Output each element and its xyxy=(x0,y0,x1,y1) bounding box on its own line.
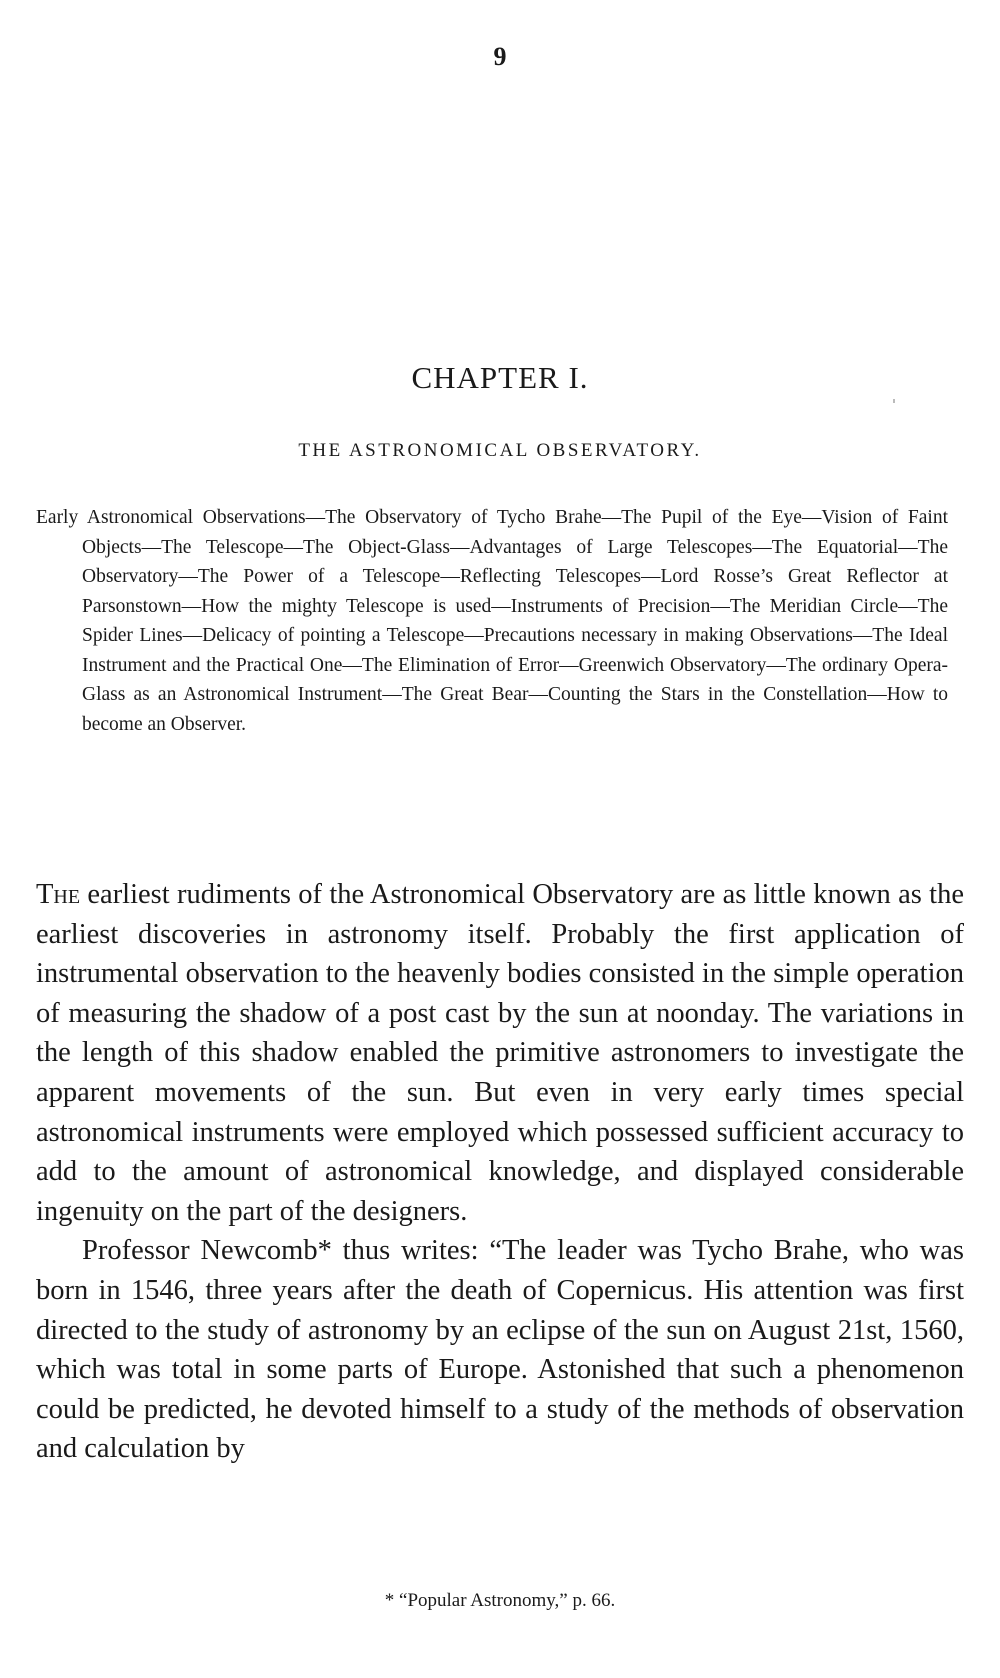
chapter-subtitle: THE ASTRONOMICAL OBSERVATORY. xyxy=(298,440,702,461)
lead-word: The xyxy=(36,879,81,910)
paragraph-1 xyxy=(36,875,964,1231)
page-number: 9 xyxy=(493,42,507,71)
paragraph-1-text: earliest rudiments of the Astronomical Observatory are as little known as the earliest discoveries in astronomy itself. Probably the first application of instrumental observation to the heavenly bodies consisted in the simple operation of measuring the shadow of a post cast by the sun at noonday. The variations in the length of this shadow enabled the primitive astronomers to investigate the apparent movements of the sun. But even in very early times special astronomical instruments were employed which possessed sufficient accuracy to add to the amount of astronomical knowledge, and displayed considerable ingenuity on the part of the designers. xyxy=(36,879,964,1227)
body-text xyxy=(36,875,964,1469)
footnote: * “Popular Astronomy,” p. 66. xyxy=(384,1590,616,1611)
chapter-synopsis: Early Astronomical Observations—The Observatory of Tycho Brahe—The Pupil of the Eye—Vision of Faint Objects—The Telescope—The Object-Glass—Advantages of Large Telescopes—The Equatorial—The Observatory—The Power of a Telescope—Reflecting Telescopes—Lord Rosse’s Great Reflector at Parsonstown—How the mighty Telescope is used—Instruments of Precision—The Meridian Circle—The Spider Lines—Delicacy of pointing a Telescope—Precautions necessary in making Observations—The Ideal Instrument and the Practical One—The Elimination of Error—Greenwich Observatory—The ordinary Opera-Glass as an Astronomical Instrument—The Great Bear—Counting the Stars in the Constellation—How to become an Observer. xyxy=(36,507,948,735)
paragraph-2: Professor Newcomb* thus writes: “The leader was Tycho Brahe, who was born in 1546, three years after the death of Copernicus. His attention was first directed to the study of astronomy by an eclipse of the sun on August 21st, 1560, which was total in some parts of Europe. Astonished that such a phenomenon could be predicted, he devoted himself to a study of the methods of observation and calculation by xyxy=(36,1235,964,1465)
print-speck xyxy=(893,399,895,403)
chapter-title: CHAPTER I. xyxy=(411,360,589,395)
